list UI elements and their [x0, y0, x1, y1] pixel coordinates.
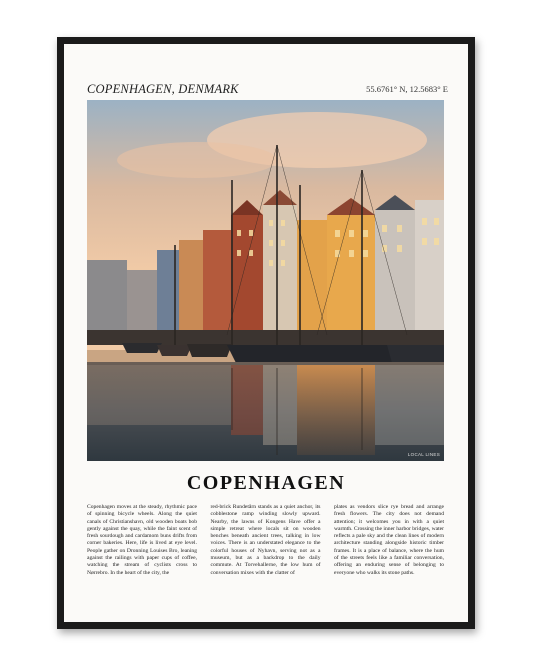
poster-title: COPENHAGEN — [186, 472, 346, 494]
harbor-illustration — [87, 100, 444, 461]
description-column-2: red-brick Rundetårn stands as a quiet anchor, its cobblestone ramp winding slowly upward. Nearby, the lawns of Kongens Have offer a simple retreat where locals sit on wooden benches beneath ancient trees, talking in low voices. There is an understated elegance to the colorful houses of Nyhavn, serving not as a museum, but as a backdrop to the daily commute. At Torvehallerne, the low hum of conversation mixes with the clatter of — [210, 504, 321, 576]
poster-paper — [64, 44, 468, 622]
description-column-3: plates as vendors slice rye bread and arrange fresh flowers. The city does not demand attention; it welcomes you in with a quiet warmth. Crossing the inner harbor bridges, water reflects a pale sky and the clean lines of modern architecture standing alongside historic timber frames. It is a place of balance, where the hum of the streets feels like a familiar conversation, offering an enduring sense of belonging to everyone who walks its stone paths. — [334, 504, 444, 576]
quay — [87, 330, 444, 345]
coordinates-label: 55.6761° N, 12.5683° E — [366, 84, 448, 94]
nyhavn-photo — [87, 100, 444, 461]
photo-credit: LOCAL LINES — [407, 452, 440, 457]
description-column-1: Copenhagen moves at the steady, rhythmic pace of spinning bicycle wheels. Along the quiet canals of Christianshavn, old wooden boats bob gently against the quay, while the faint scent of fresh sourdough and cardamom buns drifts from corner bakeries. Here, life is lived at eye level. People gather on Dronning Louises Bro, leaning against the railings with paper cups of coffee, watching the stream of cyclists cross to Nørrebro. In the heart of the city, the — [87, 504, 197, 576]
description-columns — [87, 504, 444, 577]
location-heading: COPENHAGEN, DENMARK — [87, 82, 239, 96]
poster-frame — [57, 37, 475, 629]
